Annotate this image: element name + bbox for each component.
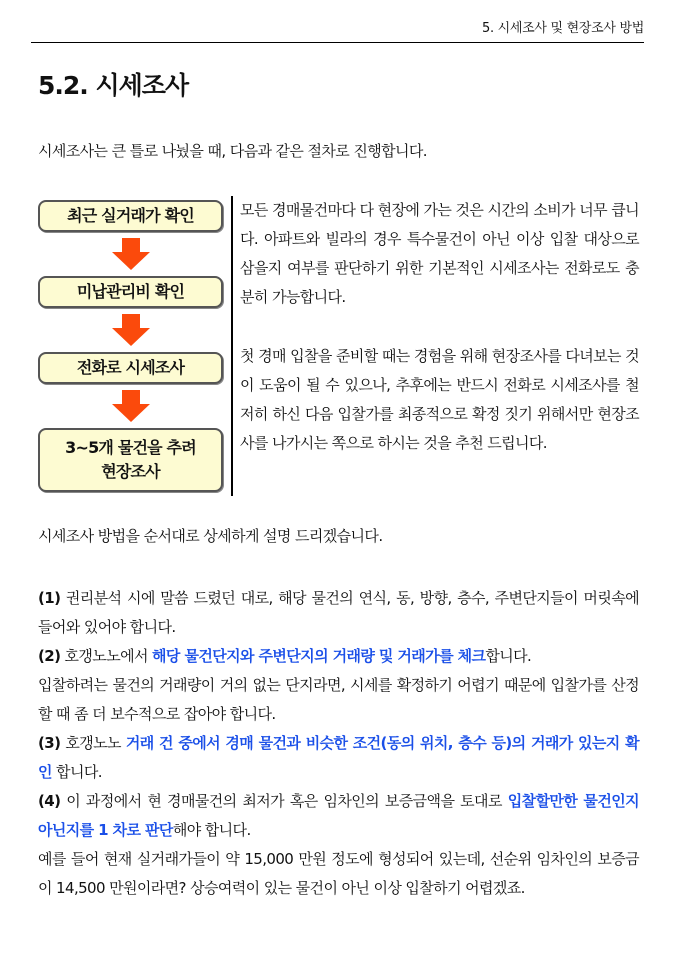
- down-arrow-icon: [38, 308, 223, 352]
- side-paragraph-1: 모든 경매물건마다 다 현장에 가는 것은 시간의 소비가 너무 큽니다. 아파트와 빌라의 경우 특수물건이 아닌 이상 입찰 대상으로 삼을지 여부를 판단하기 위한 기본적인 시세조사는 전화로도 충분히 가능합니다.: [240, 201, 639, 306]
- divider-line: [231, 196, 233, 496]
- flow-step-4: [38, 428, 223, 492]
- highlight-text: 거래 건 중에서 경매 물건과 비슷한 조건(동의 위치, 층수 등)의 거래가 있는지 확인: [38, 734, 639, 781]
- step-4-example: 예를 들어 현재 실거래가들이 약 15,000 만원 정도에 형성되어 있는데, 선순위 임차인의 보증금이 14,500 만원이라면? 상승여력이 있는 물건이 아닌 이상 입찰하기 어렵겠죠.: [38, 850, 639, 897]
- down-arrow-icon: [38, 232, 223, 276]
- step-1: (1) 권리분석 시에 말씀 드렸던 대로, 해당 물건의 연식, 동, 방향, 층수, 주변단지들이 머릿속에 들어와 있어야 합니다.: [38, 589, 639, 636]
- method-steps: [38, 584, 639, 903]
- flow-step-4-line2: 현장조사: [101, 462, 160, 481]
- highlight-text: 해당 물건단지와 주변단지의 거래량 및 거래가를 체크: [152, 647, 486, 665]
- step-4: (4) 이 과정에서 현 경매물건의 최저가 혹은 임차인의 보증금액을 토대로 입찰할만한 물건인지 아닌지를 1 차로 판단해야 합니다.: [38, 792, 639, 839]
- flow-step-3: 전화로 시세조사: [38, 352, 223, 384]
- process-flowchart: [38, 200, 223, 492]
- running-header: 5. 시세조사 및 현장조사 방법: [31, 18, 644, 43]
- section-title: 5.2. 시세조사: [38, 71, 189, 100]
- step-3: (3) 호갱노노 거래 건 중에서 경매 물건과 비슷한 조건(동의 위치, 층수 등)의 거래가 있는지 확인 합니다.: [38, 734, 639, 781]
- step-2-note: 입찰하려는 물건의 거래량이 거의 없는 단지라면, 시세를 확정하기 어렵기 때문에 입찰가를 산정할 때 좀 더 보수적으로 잡아야 합니다.: [38, 676, 639, 723]
- flow-step-1: 최근 실거래가 확인: [38, 200, 223, 232]
- flow-step-2: 미납관리비 확인: [38, 276, 223, 308]
- highlight-text: 입찰할만한 물건인지 아닌지를 1 차로 판단: [38, 792, 639, 839]
- step-2: (2) 호갱노노에서 해당 물건단지와 주변단지의 거래량 및 거래가를 체크합니다.: [38, 647, 532, 665]
- intro-paragraph: 시세조사는 큰 틀로 나눴을 때, 다음과 같은 절차로 진행합니다.: [38, 142, 427, 160]
- down-arrow-icon: [38, 384, 223, 428]
- flow-step-4-line1: 3~5개 물건을 추려: [65, 438, 196, 457]
- side-paragraph-2: 첫 경매 입찰을 준비할 때는 경험을 위해 현장조사를 다녀보는 것이 도움이 될 수 있으나, 추후에는 반드시 전화로 시세조사를 철저히 하신 다음 입찰가를 최종적으로 확정 짓기 위해서만 현장조사를 나가시는 쪽으로 하시는 것을 추천 드립니다.: [240, 347, 639, 452]
- method-intro: 시세조사 방법을 순서대로 상세하게 설명 드리겠습니다.: [38, 527, 383, 545]
